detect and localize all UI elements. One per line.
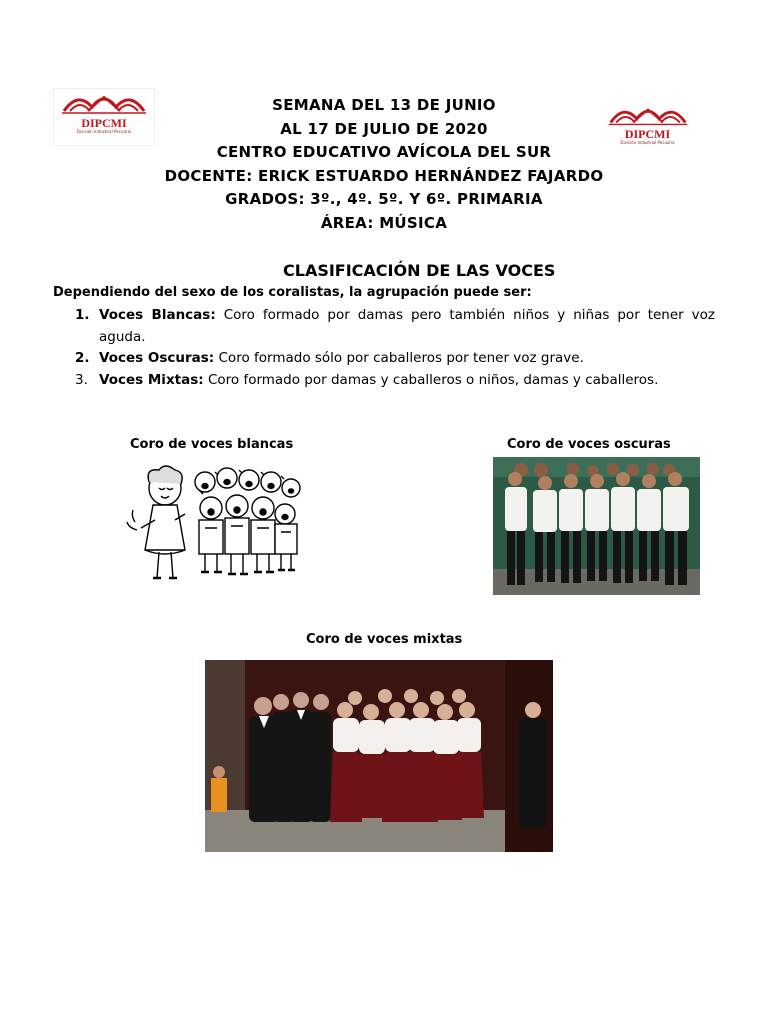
intro-text: Dependiendo del sexo de los coralistas, la agrupación puede ser:	[53, 285, 532, 300]
header-area: ÁREA: MÚSICA	[320, 213, 448, 232]
logo-brand-text: DIPCMI	[624, 127, 671, 141]
list-item	[53, 370, 715, 392]
list-item-text: Coro formado por damas y caballeros o niños, damas y caballeros.	[203, 371, 659, 388]
voice-classification-list	[53, 305, 715, 391]
list-item-number: 3.	[75, 371, 88, 388]
list-item-term: Voces Blancas:	[99, 307, 216, 323]
caption-voces-mixtas: Coro de voces mixtas	[306, 632, 463, 647]
section-title: CLASIFICACIÓN DE LAS VOCES	[283, 261, 556, 280]
logo-subtitle: División Industrial Pecuaria	[76, 129, 132, 134]
header-school: CENTRO EDUCATIVO AVÍCOLA DEL SUR	[216, 143, 552, 162]
logo-brand-text: DIPCMI	[81, 116, 127, 130]
header-teacher: DOCENTE: ERICK ESTUARDO HERNÁNDEZ FAJARDO	[164, 166, 604, 185]
document-header	[150, 94, 618, 236]
list-item	[53, 348, 715, 370]
list-item-number: 1.	[75, 307, 90, 323]
logo-subtitle: División Industrial Pecuaria	[620, 140, 675, 145]
dipcmi-logo-icon	[58, 89, 150, 119]
mixed-choir-photo	[205, 660, 553, 852]
list-item-term: Voces Oscuras:	[99, 350, 215, 366]
caption-voces-oscuras: Coro de voces oscuras	[507, 437, 671, 452]
header-grades: GRADOS: 3º., 4º. 5º. Y 6º. PRIMARIA	[225, 190, 543, 209]
list-item-term: Voces Mixtas:	[99, 371, 204, 388]
dipcmi-logo-left	[53, 88, 155, 146]
header-week-start: SEMANA DEL 13 DE JUNIO	[272, 96, 496, 114]
male-choir-photo	[493, 457, 700, 595]
caption-voces-blancas: Coro de voces blancas	[130, 437, 294, 452]
list-item-number: 2.	[75, 350, 90, 366]
list-item-text: Coro formado sólo por caballeros por tener voz grave.	[214, 350, 584, 366]
list-item	[53, 305, 715, 348]
header-week-end: AL 17 DE JULIO DE 2020	[280, 119, 488, 138]
list-item-text: Coro formado por damas pero también niños y niñas por tener voz aguda.	[99, 307, 716, 345]
choir-cartoon-illustration	[115, 460, 305, 588]
